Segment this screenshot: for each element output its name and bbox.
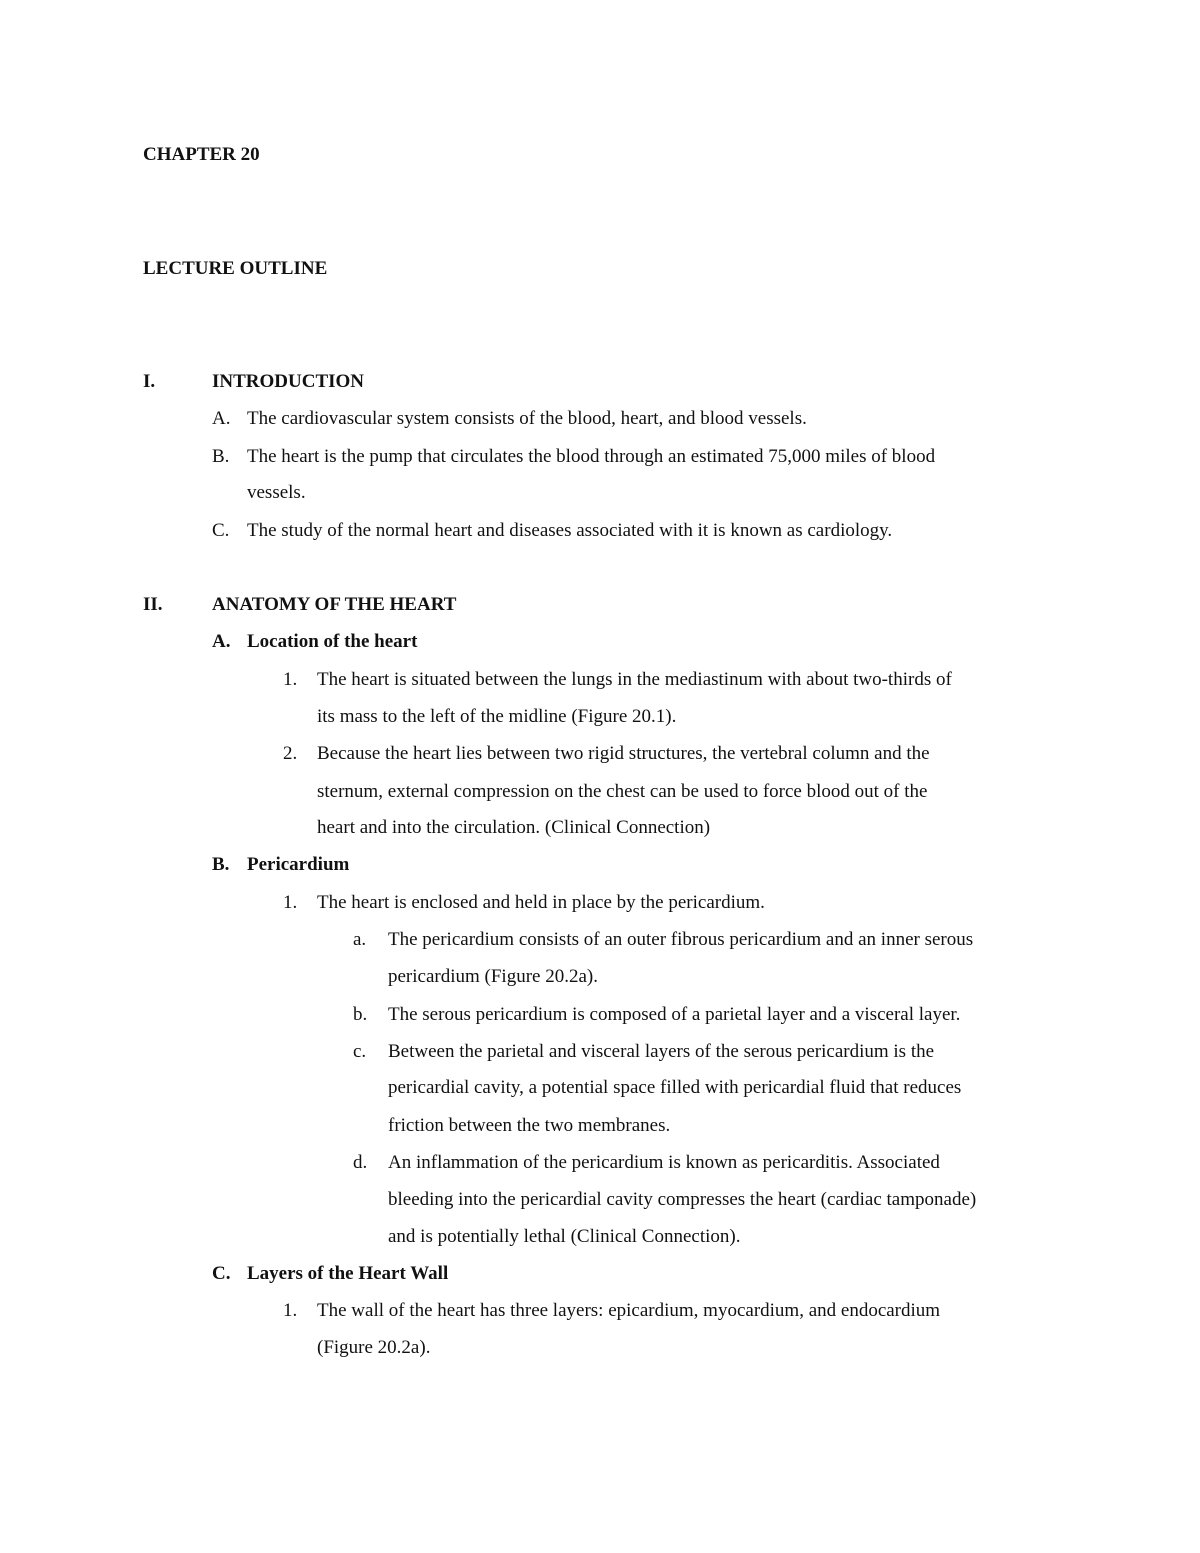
section-heading: ANATOMY OF THE HEART <box>212 594 457 615</box>
section-heading: INTRODUCTION <box>212 371 365 392</box>
list-marker: b. <box>353 1004 368 1025</box>
list-item-text: heart and into the circulation. (Clinical Connection) <box>317 817 711 838</box>
section-numeral: I. <box>143 371 156 392</box>
list-item-text: The heart is situated between the lungs in the mediastinum with about two-thirds of <box>317 669 952 690</box>
subsection-marker: A. <box>212 631 231 652</box>
subsection-heading: Location of the heart <box>247 631 418 652</box>
subsection-marker: C. <box>212 1263 231 1284</box>
list-item-text: The heart is the pump that circulates the blood through an estimated 75,000 miles of blood <box>247 446 936 467</box>
list-item-text: Between the parietal and visceral layers of the serous pericardium is the <box>388 1041 935 1062</box>
list-marker: B. <box>212 446 230 467</box>
chapter-title: CHAPTER 20 <box>143 144 260 165</box>
list-item-text: bleeding into the pericardial cavity compresses the heart (cardiac tamponade) <box>388 1189 977 1210</box>
list-item-text: The pericardium consists of an outer fibrous pericardium and an inner serous <box>388 929 974 950</box>
list-item-text: friction between the two membranes. <box>388 1115 671 1136</box>
list-marker: 1. <box>283 669 298 690</box>
list-item-text: sternum, external compression on the chest can be used to force blood out of the <box>317 781 928 802</box>
subsection-marker: B. <box>212 854 230 875</box>
outline-title: LECTURE OUTLINE <box>143 258 328 279</box>
list-item-text: The wall of the heart has three layers: epicardium, myocardium, and endocardium <box>317 1300 941 1321</box>
list-item-text: vessels. <box>247 482 306 503</box>
subsection-heading: Layers of the Heart Wall <box>247 1263 449 1284</box>
list-marker: c. <box>353 1041 367 1062</box>
list-item-text: The study of the normal heart and diseases associated with it is known as cardiology. <box>247 520 893 541</box>
section-numeral: II. <box>143 594 163 615</box>
list-marker: 2. <box>283 743 298 764</box>
list-item-text: The heart is enclosed and held in place by the pericardium. <box>317 892 765 913</box>
list-item-text: pericardial cavity, a potential space filled with pericardial fluid that reduces <box>388 1077 962 1098</box>
list-item-text: its mass to the left of the midline (Figure 20.1). <box>317 706 677 727</box>
list-marker: a. <box>353 929 367 950</box>
list-item-text: The serous pericardium is composed of a parietal layer and a visceral layer. <box>388 1004 961 1025</box>
list-item-text: and is potentially lethal (Clinical Connection). <box>388 1226 741 1247</box>
list-marker: 1. <box>283 1300 298 1321</box>
subsection-heading: Pericardium <box>247 854 350 875</box>
list-item-text: An inflammation of the pericardium is known as pericarditis. Associated <box>388 1152 940 1173</box>
list-item-text: (Figure 20.2a). <box>317 1337 431 1358</box>
list-marker: 1. <box>283 892 298 913</box>
list-marker: C. <box>212 520 230 541</box>
list-item-text: The cardiovascular system consists of the blood, heart, and blood vessels. <box>247 408 807 429</box>
list-marker: d. <box>353 1152 368 1173</box>
list-item-text: pericardium (Figure 20.2a). <box>388 966 598 987</box>
list-item-text: Because the heart lies between two rigid structures, the vertebral column and the <box>317 743 930 764</box>
list-marker: A. <box>212 408 231 429</box>
